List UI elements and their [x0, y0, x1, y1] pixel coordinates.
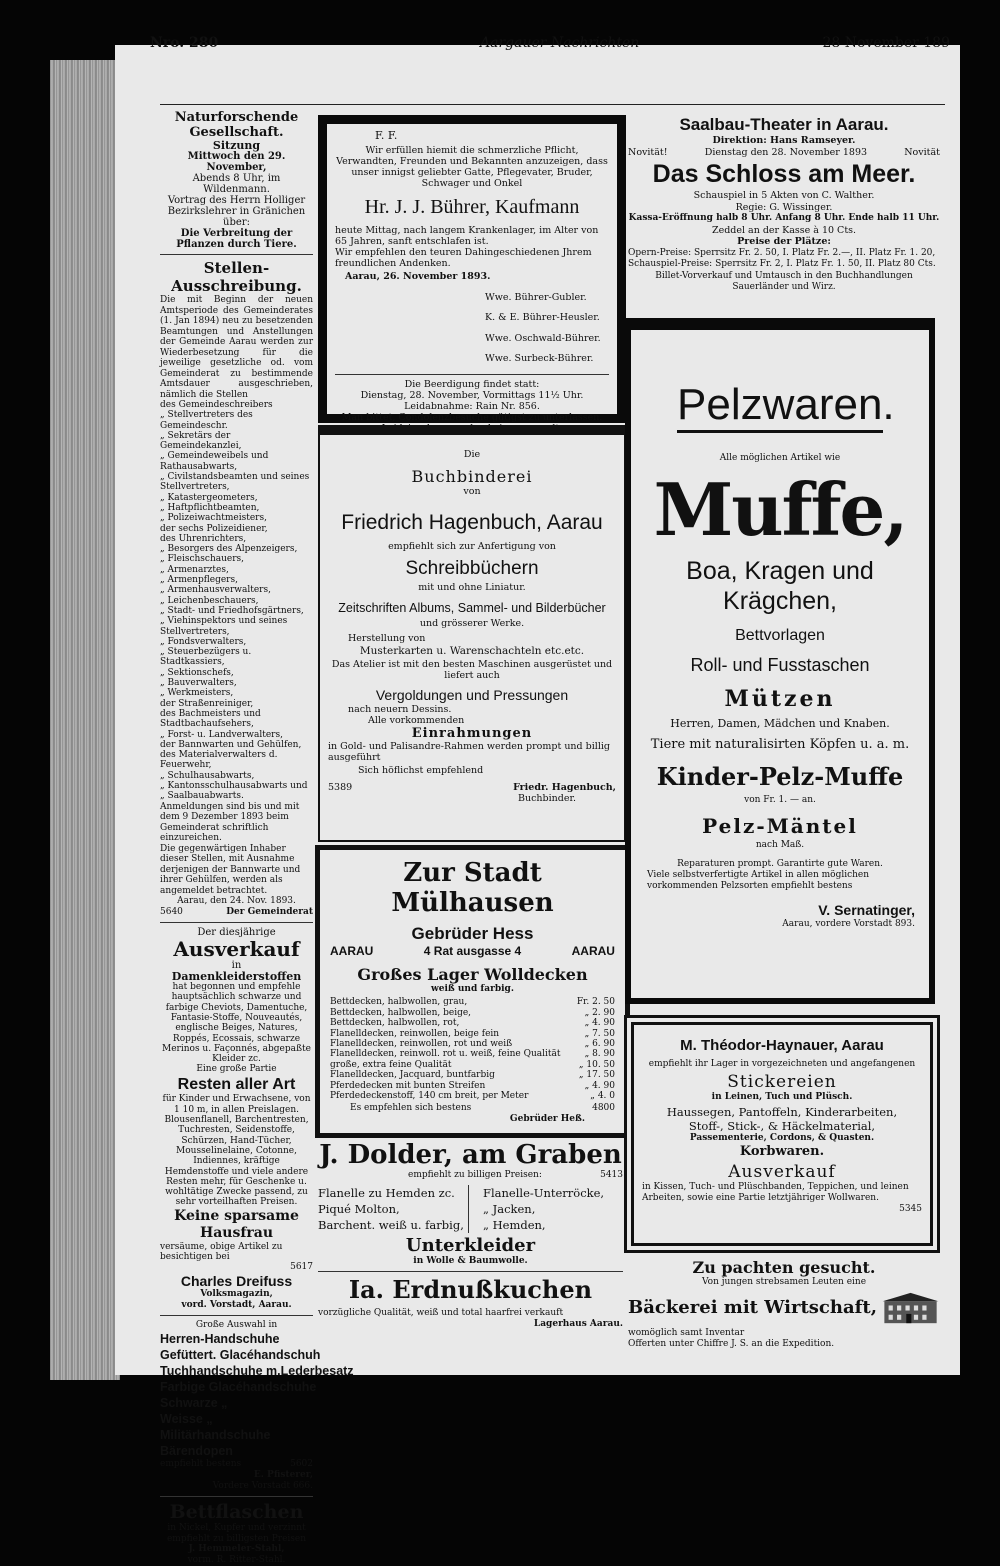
pelz-viele: Viele selbstverfertigte Artikel in allen möglichen vorkommenden Pelzsorten empfiehlt bestens [647, 870, 870, 891]
bettflaschen-address: vorm. R. Ritter-Stahl. [187, 1555, 286, 1566]
stellen-list-item: „ Armenarztes, [160, 564, 229, 575]
th-stoff: Stoff-, Stick-, & Häckelmaterial, [688, 1119, 876, 1133]
mh-item-label: Flanelldecken, reinwollen, beige fein [330, 1028, 500, 1039]
saal-schau: Schauspiel-Preise: Sperrsitz Fr. 2, I. Platz Fr. 1. 50, II. Platz 80 Cts. [628, 259, 936, 269]
divider [335, 374, 609, 375]
bb-sich: Sich höflichst empfehlend [358, 765, 484, 776]
stellen-anmeld: Anmeldungen sind bis und mit dem 9 Dezember 1893 beim Gemeinderat schriftlich einzureichen. [160, 801, 300, 844]
handschuhe-list [160, 1331, 354, 1459]
death-mourner: K. & E. Bührer-Heusler. [485, 312, 600, 323]
dolder-item: „ Jacken, [483, 1202, 536, 1216]
th-title: M. Théodor-Haynauer, Aarau [680, 1037, 884, 1054]
stellen-list-item: „ Forst- u. Landverwalters, [160, 729, 283, 740]
handschuhe-item: Militärhandschuhe [160, 1428, 271, 1443]
ausverkauf-text: hat begonnen und empfehle hauptsächlich schwarze und farbige Cheviots, Damentuche, Fantasie-Stoffe, Nouveautés, englische Beiges, Natures, Roppés, Ecossais, schwarze Merinos u. Façonnés, abgepaßte Kleider zc. [162, 982, 311, 1065]
ausverkauf-name: Charles Dreifuss [180, 1273, 293, 1290]
stellen-list-item: des Materialverwalters d. Feuerwehr, [160, 750, 278, 771]
dolder-item: Flanelle-Unterröcke, [483, 1186, 605, 1200]
saal-novitat-left: Novität! [628, 146, 668, 158]
death-notice-frame [318, 115, 626, 434]
bb-muster: Musterkarten u. Warenschachteln etc.etc. [359, 645, 585, 657]
paper-title: Aargauer Nachrichten [480, 35, 640, 51]
bb-zeit: Zeitschriften Albums, Sammel- und Bilderbücher [338, 601, 606, 615]
bb-von: von [463, 486, 481, 497]
stellen-list [160, 400, 313, 802]
mh-item-row [330, 1049, 615, 1059]
mh-item-row [330, 1070, 615, 1080]
ausverkauf-pre: Der diesjährige [197, 927, 276, 939]
death-mourner: Wwe. Oschwald-Bührer. [485, 332, 601, 344]
pelz-bett: Bettvorlagen [735, 627, 825, 644]
bb-einr: Einrahmungen [411, 726, 533, 741]
mh-signature: Gebrüder Heß. [509, 1113, 585, 1124]
stellen-list-item: des Uhrenrichters, [160, 533, 247, 544]
issue-number: Nro. 280 [150, 35, 219, 51]
pelz-alle: Alle möglichen Artikel wie [719, 453, 841, 463]
stellen-list-item: der Straßenreiniger, [160, 698, 254, 709]
pelz-kinder: Kinder-Pelz-Muffe [656, 762, 904, 791]
bettflaschen-title: Bettflaschen [169, 1501, 304, 1524]
dolder-ad [318, 1140, 623, 1330]
mh-item-label: Pferdedecken mit bunten Streifen [330, 1080, 486, 1091]
death-mourner: Wwe. Bührer-Gubler. [485, 291, 587, 303]
pelz-mantel: Pelz-Mäntel [702, 814, 858, 838]
stellen-list-item: „ Fleischschauers, [160, 554, 245, 565]
stellen-list-item: „ Bauverwalters, [160, 678, 237, 689]
mh-item-label: Flanelldecken, reinwoll. rot u. weiß, feine Qualität [330, 1049, 561, 1060]
ausverkauf-resten: Resten aller Art [177, 1076, 296, 1094]
mh-item-label: große, extra feine Qualität [330, 1059, 452, 1070]
mh-items [330, 997, 615, 1101]
ausverkauf-partie: Eine große Partie [196, 1064, 277, 1075]
issue-date: 28 November 189 [822, 35, 950, 51]
dolder-item: „ Hemden, [483, 1218, 546, 1232]
pacht-title: Zu pachten gesucht. [692, 1258, 876, 1277]
mh-city-right: AARAU [571, 944, 615, 958]
mh-item-price: „ 17. 50 [578, 1070, 615, 1081]
erdnuss-title: Ia. Erdnußkuchen [348, 1275, 593, 1304]
mh-item-label: Pferdedeckenstoff, 140 cm breit, per Meter [330, 1091, 529, 1102]
pacht-baeck: Bäckerei mit Wirtschaft, [628, 1297, 877, 1318]
mh-item-row [330, 1029, 615, 1039]
stellen-list-item: „ Schulhausabwarts, [160, 770, 255, 781]
naturf-sitzung: Sitzung [212, 139, 261, 152]
mh-item-price: „ 8. 90 [584, 1049, 615, 1060]
mh-title: Zur Stadt Mülhausen [391, 858, 554, 918]
mh-item-price: „ 4. 90 [584, 1018, 615, 1029]
bb-schreib: Schreibbüchern [405, 558, 539, 579]
stellen-list-item: „ Polizeiwachtmeisters, [160, 513, 267, 524]
divider [160, 254, 313, 255]
pelz-title: Pelzwaren. [677, 380, 883, 433]
death-ff: F. F. [375, 129, 398, 142]
mh-item-label: Flanelldecken, Jacquard, buntfarbig [330, 1070, 495, 1081]
saal-novitat-right: Novität [904, 146, 940, 158]
th-text: in Kissen, Tuch- und Plüschbanden, Teppichen, und leinen Arbeiten, sowie eine Partie letztjähriger Wollwaren. [642, 1182, 909, 1203]
death-burial: Die Beerdigung findet statt: [404, 378, 540, 390]
dolder-wolle: in Wolle & Baumwolle. [413, 1256, 528, 1266]
naturf-date: Mittwoch den 29. November, [187, 151, 286, 173]
mh-weiss: weiß und farbig. [431, 984, 514, 994]
bb-gold: in Gold- und Palisandre-Rahmen werden prompt und billig ausgeführt [328, 741, 610, 763]
handschuhe-item: Bärendopen [160, 1444, 233, 1459]
stellen-list-item: „ Stellvertreters des Gemeindeschr. [160, 410, 253, 431]
pelz-herren: Herren, Damen, Mädchen und Knaben. [670, 717, 890, 730]
handschuhe-item: Gefüttert. Glacéhandschuh [160, 1348, 321, 1363]
death-mourner: Wwe. Surbeck-Bührer. [485, 353, 594, 364]
mh-item-row [330, 1081, 615, 1091]
stellen-list-item: „ Kantonsschulhausabwarts und [160, 780, 308, 791]
theodor-ad [624, 1015, 940, 1253]
mh-item-price: „ 2. 90 [584, 1007, 615, 1018]
stellen-list-item: „ Armenpflegers, [160, 575, 238, 586]
stellen-place: Aarau, den 24. Nov. 1893. [177, 896, 296, 907]
pelz-von: von Fr. 1. — an. [744, 795, 816, 805]
bb-alle: Alle vorkommenden [368, 715, 465, 726]
death-burial2: Dienstag, 28. November, Vormittags 11½ Uhr. [360, 389, 584, 401]
death-mourners [485, 292, 609, 365]
pelz-tiere: Tiere mit naturalisirten Köpfen u. a. m. [650, 737, 910, 752]
dolder-emp: empfiehlt zu billigen Preisen: [408, 1170, 542, 1180]
dolder-item: Barchent. weiß u. farbig, [318, 1218, 464, 1232]
handschuhe-item: Schwarze „ [160, 1396, 228, 1411]
bb-dess: nach neuern Dessins. [348, 704, 452, 715]
naturf-time: Abends 8 Uhr, im Wildenmann. [192, 173, 281, 195]
mh-number: 4800 [592, 1103, 615, 1114]
stellen-title: Stellen-Ausschreibung. [171, 259, 302, 295]
bb-name: Friedrich Hagenbuch, Aarau [341, 511, 603, 534]
stellen-note: Die gegenwärtigen Inhaber dieser Stellen, mit Ausnahme derjenigen der Bannwarte und ihrer Gehülfen, werden als angemeldet betrachtet. [160, 843, 301, 896]
dolder-number: 5413 [600, 1170, 623, 1180]
pelz-mass: nach Maß. [755, 840, 805, 850]
building-illustration-icon [881, 1288, 940, 1328]
death-text: Wir erfüllen hiemit die schmerzliche Pflicht, Verwandten, Freunden und Bekannten anzuzeigen, dass unser innigst geliebter Gatte, Pflegevater, Bruder, Schwager und Onkel [336, 145, 608, 189]
saalbau-ad [628, 115, 940, 294]
bb-atelier: Das Atelier ist mit den besten Maschinen ausgerüstet und liefert auch [331, 659, 613, 681]
th-korb: Korbwaren. [739, 1144, 825, 1159]
dolder-title: J. Dolder, am Graben [319, 1140, 622, 1170]
stellen-signature: Der Gemeinderat [226, 907, 313, 918]
mh-item-row [330, 1060, 615, 1070]
pelz-rep: Reparaturen prompt. Garantirte gute Waren. [677, 859, 883, 869]
erdnuss-text: vorzügliche Qualität, weiß und total haarfrei verkauft [318, 1308, 564, 1318]
dolder-item: Piqué Molton, [318, 1202, 400, 1216]
mh-item-label: Flanelldecken, reinwollen, rot und weiß [330, 1039, 513, 1050]
handschuhe-emp: empfiehlt bestens [160, 1459, 242, 1470]
saal-regie: Regie: G. Wissinger. [735, 201, 833, 213]
stellen-number: 5640 [160, 907, 183, 918]
bb-emp: empfiehlt sich zur Anfertigung von [388, 541, 556, 552]
erdnuss-signature: Lagerhaus Aarau. [533, 1319, 623, 1329]
handschuhe-item: Weisse „ [160, 1412, 213, 1427]
ausverkauf-title: Ausverkauf [173, 937, 300, 962]
stellen-list-item: „ Sekretärs der Gemeindekanzlei, [160, 430, 242, 452]
saal-desc: Schauspiel in 5 Akten von C. Walther. [693, 190, 875, 201]
handschuhe-number: 5602 [290, 1459, 313, 1470]
bb-number: 5389 [328, 782, 353, 793]
death-text2: heute Mittag, nach langem Krankenlager, im Alter von 65 Jahren, sanft entschlafen ist. [335, 225, 599, 247]
stellen-list-item: „ Stadt- und Friedhofsgärtners, [160, 605, 304, 616]
saal-play: Das Schloss am Meer. [652, 160, 916, 188]
stellen-list-item: „ Haftpflichtbeamten, [160, 502, 260, 513]
naturf-lecture: Vortrag des Herrn Holliger Bezirkslehrer in Gränichen über: [167, 195, 306, 228]
saal-oper: Opern-Preise: Sperrsitz Fr. 2. 50, I. Platz Fr. 2.—, II. Platz Fr. 1. 20, [628, 247, 936, 258]
th-emp: empfiehlt ihr Lager in vorgezeichneten und angefangenen [648, 1059, 916, 1069]
bettflaschen-name: J. Hemmeler-Stahl, [188, 1544, 285, 1555]
stellen-list-item: „ Katastergeometers, [160, 492, 258, 503]
pachten-ad [628, 1258, 940, 1350]
mh-item-row [330, 1091, 615, 1101]
header-rule [160, 104, 945, 105]
muelhausen-ad [315, 845, 630, 1138]
bb-signature: Friedr. Hagenbuch, [513, 782, 616, 793]
mh-item-price: „ 4. 0 [590, 1091, 615, 1102]
pelz-signature: V. Sernatinger, [818, 902, 915, 918]
mh-item-row [330, 997, 615, 1007]
th-pass: Passementerie, Cordons, & Quasten. [689, 1133, 875, 1143]
death-lease: Leidabnahme: Rain Nr. 856. [404, 400, 540, 412]
bb-signature2: Buchbinder. [518, 793, 576, 804]
divider [160, 1315, 313, 1316]
handschuhe-name: E. Pfisterer, [253, 1470, 313, 1481]
saal-billet: Billet-Vorverkauf und Umtausch in den Buchhandlungen Sauerländer und Wirz. [655, 270, 913, 292]
saal-zeddel: Zeddel an der Kasse à 10 Cts. [711, 224, 857, 236]
bb-herst: Herstellung von [348, 633, 426, 644]
pacht-text3: Offerten unter Chiffre J. S. an die Expedition. [628, 1339, 835, 1349]
bb-verg: Vergoldungen und Pressungen [375, 687, 569, 703]
death-place: Aarau, 26. November 1893. [345, 271, 491, 282]
stellen-list-item: „ Fondsverwalters, [160, 636, 247, 647]
bb-title: Buchbinderei [411, 467, 533, 486]
death-text3: Wir empfehlen den teuren Dahingeschiedenen Jhrem freundlichen Andenken. [335, 247, 592, 269]
bb-die: Die [463, 449, 481, 460]
mh-item-price: „ 6. 90 [584, 1039, 615, 1050]
mh-item-row [330, 1008, 615, 1018]
divider [160, 922, 313, 923]
mh-item-row [330, 1039, 615, 1049]
bettflaschen-text: in Nickel, Kupfer und verzinnt empfiehlt zu billigsten Preisen [166, 1523, 307, 1544]
bb-gr: und grösserer Werke. [419, 618, 525, 629]
pelz-boa: Boa, Kragen und Krägchen, [686, 557, 874, 615]
mh-address: 4 Rat ausgasse 4 [423, 944, 522, 958]
dolder-left-list [318, 1185, 469, 1233]
stellen-list-item: des Gemeindeschreibers [160, 400, 273, 410]
dolder-right-list [469, 1185, 604, 1233]
handschuhe-item: Tuchhandschuhe m.Lederbesatz [160, 1364, 354, 1379]
death-text5: Leidcirculare werden keine versandt. [381, 422, 563, 434]
stellen-list-item: „ Saalbauabwarts. [160, 791, 244, 802]
dolder-unter: Unterkleider [405, 1235, 536, 1256]
stellen-list-item: „ Civilstandsbeamten und seines Stellvertreters, [160, 472, 310, 493]
buchbinderei-ad [318, 422, 626, 842]
ausverkauf-text3: versäume, obige Artikel zu besichtigen bei [160, 1241, 283, 1263]
stellen-list-item: „ Gemeindeweibels und Rathausabwarts, [160, 451, 269, 472]
saal-date: Dienstag den 28. November 1893 [704, 146, 868, 158]
th-aus: Ausverkauf [728, 1162, 836, 1182]
mh-lager: Großes Lager Wolldecken [357, 965, 588, 984]
handschuhe-address: Vordere Vorstadt 666. [212, 1481, 313, 1492]
stellen-list-item: „ Sektionschefs, [160, 667, 234, 678]
ausverkauf-sub: Damenkleiderstoffen [171, 970, 302, 984]
pelz-address: Aarau, vordere Vorstadt 893. [782, 919, 915, 929]
death-name: Hr. J. J. Bührer, Kaufmann [364, 196, 580, 218]
mh-item-price: „ 4. 90 [584, 1080, 615, 1091]
page-header [150, 35, 950, 57]
stellen-list-item: „ Besorgers des Alpenzeigers, [160, 544, 298, 555]
saal-dir: Direktion: Hans Ramseyer. [712, 135, 856, 146]
stellen-list-item: „ Steuerbezügers u. Stadtkassiers, [160, 647, 252, 668]
stellen-list-item: „ Armenhausverwalters, [160, 585, 271, 596]
handschuhe-intro: Große Auswahl in [195, 1320, 278, 1331]
handschuhe-item: Farbige Glacéhandschuhe [160, 1380, 317, 1395]
pacht-text2: womöglich samt Inventar [628, 1328, 745, 1338]
mh-emp: Es empfehlen sich bestens [350, 1103, 472, 1114]
stellen-list-item: „ Werkmeisters, [160, 688, 234, 699]
stellen-list-item: der sechs Polizeidiener, [160, 523, 268, 534]
stellen-list-item: „ Viehinspektors und seines Stellvertreters, [160, 616, 288, 637]
mh-item-price: Fr. 2. 50 [576, 997, 615, 1008]
mh-firm: Gebrüder Hess [411, 924, 534, 943]
pelzwaren-ad [625, 318, 935, 1004]
mh-item-label: Bettdecken, halbwollen, beige, [330, 1007, 472, 1018]
stellen-list-item: „ Leichenbeschauers, [160, 595, 259, 606]
mh-item-price: „ 10. 50 [578, 1059, 615, 1070]
ausverkauf-in: in [231, 960, 242, 972]
bb-lin: mit und ohne Liniatur. [418, 582, 526, 593]
pelz-mutzen: Mützen [724, 686, 836, 712]
saal-preise: Preise der Plätze: [737, 236, 831, 247]
stellen-list-item: des Bachmeisters und Stadtbachaufsehers, [160, 708, 261, 730]
stellen-list-item: der Bannwarten und Gehülfen, [160, 739, 302, 750]
mh-item-row [330, 1018, 615, 1028]
naturf-topic: Die Verbreitung der Pflanzen durch Tiere. [176, 228, 297, 250]
handschuhe-item: Herren-Handschuhe [160, 1332, 280, 1347]
ausverkauf-address: vord. Vorstadt, Aarau. [181, 1300, 292, 1311]
ausverkauf-shop: Volksmagazin, [200, 1289, 273, 1300]
ausverkauf-number: 5617 [290, 1262, 313, 1273]
divider [160, 1496, 313, 1497]
pacht-text: Von jungen strebsamen Leuten eine [701, 1277, 867, 1287]
pelz-roll: Roll- und Fusstaschen [690, 655, 870, 675]
th-stick: Stickereien [727, 1072, 837, 1092]
th-in: in Leinen, Tuch und Plüsch. [711, 1092, 853, 1102]
divider [318, 1271, 623, 1272]
dolder-item: Flanelle zu Hemden zc. [318, 1186, 455, 1200]
th-number: 5345 [899, 1204, 922, 1214]
mh-city-left: AARAU [330, 944, 374, 958]
saal-title: Saalbau-Theater in Aarau. [679, 115, 889, 134]
th-haus: Haussegen, Pantoffeln, Kinderarbeiten, [666, 1105, 898, 1119]
saal-kasse: Kassa-Eröffnung halb 8 Uhr. Anfang 8 Uhr. Ende halb 11 Uhr. [628, 213, 940, 223]
mh-item-label: Bettdecken, halbwollen, grau, [330, 997, 468, 1008]
book-spine [50, 60, 120, 1380]
naturf-title: Naturforschende Gesellschaft. [174, 110, 299, 140]
mh-item-label: Bettdecken, halbwollen, rot, [330, 1018, 460, 1029]
ausverkauf-keine: Keine sparsame Hausfrau [174, 1207, 299, 1241]
death-text4: Man bittet, Condolenzbesuche gütigst zu unterlassen. [341, 411, 603, 423]
ausverkauf-text2: für Kinder und Erwachsene, von 1 10 m, in allen Preislagen. Blousenflanell, Barchentresten, Tuchresten, Seidenstoffe, Schürzen, Hand-Tücher, Mousselinelaine, Cotonne, Indiennes, kräftige Hemdenstoffe und viele andere Resten mehr, für Geschenke u. wohltätige Zwecke passend, zu sehr vorteilhaften Preisen. [162, 1094, 311, 1208]
mh-item-price: „ 7. 50 [584, 1028, 615, 1039]
stellen-intro: Die mit Beginn der neuen Amtsperiode des Gemeinderates (1. Jan 1894) neu zu besetzenden Beamtungen und Anstellungen der Gemeinde Aarau werden zur Wiederbesetzung für die jeweilige gesetzliche od. vom Gemeinderat zu bestimmende Amtsdauer ausgeschrieben, nämlich die Stellen [160, 295, 313, 400]
pelz-muffe: Muffe, [653, 467, 907, 552]
